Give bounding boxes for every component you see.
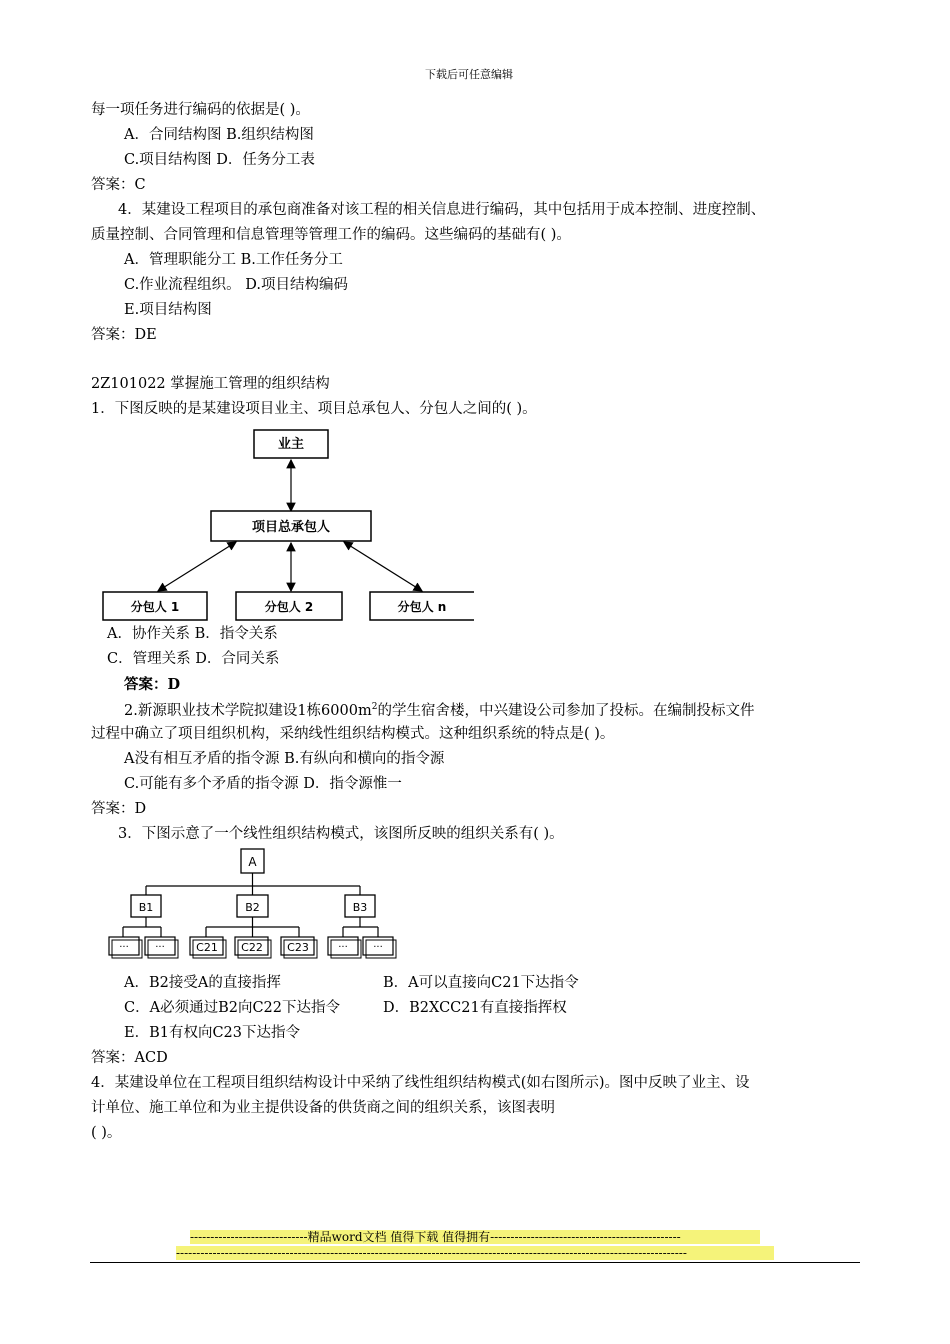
footer-rule bbox=[90, 1262, 860, 1263]
superscript: 2 bbox=[371, 702, 378, 712]
owner-label: 业主 bbox=[277, 437, 305, 452]
sub1-label: 分包人 1 bbox=[130, 600, 180, 614]
footer-banner-line1: -----------------------------精品word文档 值得下载 值得拥有----------------------------------------------- bbox=[190, 1230, 760, 1244]
text-part: 的学生宿舍楼，中兴建设公司参加了投标。在编制投标文件 bbox=[377, 702, 755, 719]
label-c23: C23 bbox=[287, 941, 309, 954]
text-line: C.作业流程组织。 D.项目结构编码 bbox=[124, 277, 349, 293]
text-line: A．合同结构图 B.组织结构图 bbox=[124, 127, 314, 143]
answer-line: 答案：D bbox=[124, 676, 181, 693]
subn-label: 分包人 n bbox=[397, 600, 447, 614]
arrow-contractor-subn bbox=[344, 542, 422, 591]
text-line: C.可能有多个矛盾的指令源 D．指令源惟一 bbox=[124, 776, 402, 792]
label-dots: ··· bbox=[155, 942, 165, 953]
answer-line: 答案：ACD bbox=[91, 1050, 168, 1066]
text-line: 4．某建设单位在工程项目组织结构设计中采纳了线性组织结构模式(如右图所示)。图中反映了业主、设 bbox=[91, 1075, 750, 1091]
text-line: C.项目结构图 D．任务分工表 bbox=[124, 152, 315, 168]
label-c22: C22 bbox=[241, 941, 263, 954]
label-a: A bbox=[248, 855, 257, 869]
label-dots: ··· bbox=[373, 942, 383, 953]
answer-line: 答案：C bbox=[91, 177, 146, 193]
answer-line: 答案：D bbox=[91, 801, 147, 817]
label-dots: ··· bbox=[338, 942, 348, 953]
text-line: A．管理职能分工 B.工作任务分工 bbox=[124, 252, 343, 268]
label-c21: C21 bbox=[196, 941, 218, 954]
label-b1: B1 bbox=[138, 901, 154, 914]
text-line: E．B1有权向C23下达指令 bbox=[124, 1025, 301, 1041]
footer-banner-line2: ------------------------------------------------------------------------------------------------------------------------------ bbox=[176, 1246, 774, 1260]
text-part: 2.新源职业技术学院拟建设1栋6000m bbox=[124, 702, 372, 719]
label-dots: ··· bbox=[119, 942, 129, 953]
label-b2: B2 bbox=[245, 901, 260, 914]
text-line: C．A必须通过B2向C22下达指令 bbox=[124, 1000, 340, 1016]
answer-line: 答案：DE bbox=[91, 327, 157, 343]
text-line: 计单位、施工单位和为业主提供设备的供货商之间的组织关系，该图表明 bbox=[91, 1100, 555, 1116]
text-line: C．管理关系 D．合同关系 bbox=[107, 651, 280, 667]
contractor-label: 项目总承包人 bbox=[251, 520, 331, 535]
text-line: E.项目结构图 bbox=[124, 302, 212, 318]
label-b3: B3 bbox=[352, 901, 368, 914]
text-line: B．A可以直接向C21下达指令 bbox=[383, 975, 579, 991]
text-line: D．B2XCC21有直接指挥权 bbox=[383, 1000, 567, 1016]
sub2-label: 分包人 2 bbox=[264, 600, 314, 614]
page-header: 下载后可任意编辑 bbox=[425, 68, 513, 81]
text-line: A．B2接受A的直接指挥 bbox=[124, 975, 281, 991]
arrow-contractor-sub1 bbox=[158, 542, 236, 591]
text-line: ( )。 bbox=[91, 1125, 122, 1141]
text-line: 每一项任务进行编码的依据是( )。 bbox=[91, 102, 310, 118]
text-line: 4．某建设工程项目的承包商准备对该工程的相关信息进行编码，其中包括用于成本控制、进度控制、 bbox=[118, 202, 766, 218]
text-line: A．协作关系 B．指令关系 bbox=[107, 626, 278, 642]
section-heading: 2Z101022 掌握施工管理的组织结构 bbox=[91, 376, 330, 392]
text-line: 质量控制、合同管理和信息管理等管理工作的编码。这些编码的基础有( )。 bbox=[91, 227, 571, 243]
text-line bbox=[124, 703, 754, 718]
text-line: 过程中确立了项目组织机构，采纳线性组织结构模式。这种组织系统的特点是( )。 bbox=[91, 726, 615, 742]
org-diagram-linear bbox=[105, 845, 400, 965]
org-diagram-contract bbox=[100, 425, 480, 625]
text-line: 1．下图反映的是某建设项目业主、项目总承包人、分包人之间的( )。 bbox=[91, 401, 537, 417]
text-line: 3．下图示意了一个线性组织结构模式，该图所反映的组织关系有( )。 bbox=[118, 826, 564, 842]
text-line: A没有相互矛盾的指令源 B.有纵向和横向的指令源 bbox=[124, 751, 445, 767]
